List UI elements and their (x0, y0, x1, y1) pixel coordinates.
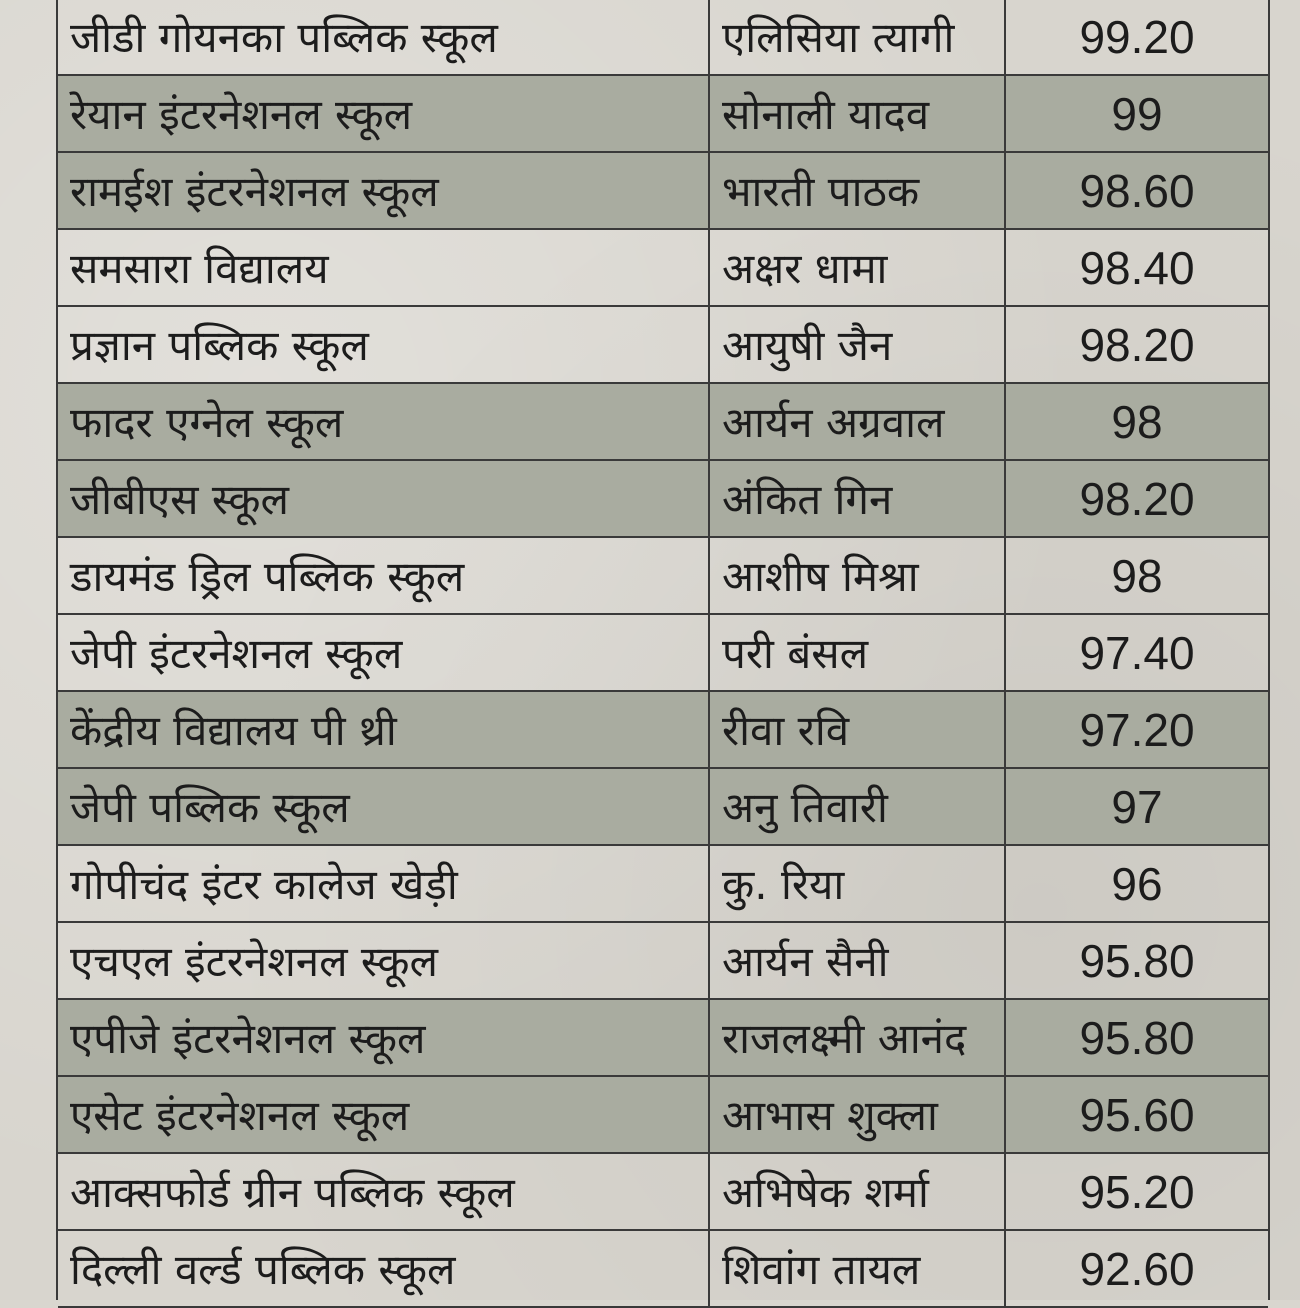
table-row (58, 1077, 1268, 1154)
table-row (58, 461, 1268, 538)
school-name: दिल्ली वर्ल्ड पब्लिक स्कूल (58, 1231, 710, 1306)
school-name: जीबीएस स्कूल (58, 461, 710, 536)
student-name: भारती पाठक (710, 153, 1006, 228)
student-name: शिवांग तायल (710, 1231, 1006, 1306)
school-name: केंद्रीय विद्यालय पी थ्री (58, 692, 710, 767)
table-row (58, 1231, 1268, 1308)
school-name: फादर एग्नेल स्कूल (58, 384, 710, 459)
student-name: रीवा रवि (710, 692, 1006, 767)
score: 96 (1111, 857, 1163, 910)
score: 98.40 (1079, 241, 1195, 294)
score: 97.20 (1079, 703, 1195, 756)
school-name: आक्सफोर्ड ग्रीन पब्लिक स्कूल (58, 1154, 710, 1229)
score: 98 (1111, 549, 1163, 602)
school-name: डायमंड ड्रिल पब्लिक स्कूल (58, 538, 710, 613)
score: 95.80 (1079, 934, 1195, 987)
score: 92.60 (1079, 1242, 1195, 1295)
student-name: अभिषेक शर्मा (710, 1154, 1006, 1229)
student-name: कु. रिया (710, 846, 1006, 921)
table-row (58, 1000, 1268, 1077)
table-row (58, 307, 1268, 384)
score: 99.20 (1079, 10, 1195, 63)
school-name: जेपी पब्लिक स्कूल (58, 769, 710, 844)
school-name: प्रज्ञान पब्लिक स्कूल (58, 307, 710, 382)
score: 95.60 (1079, 1088, 1195, 1141)
score: 97 (1111, 780, 1163, 833)
school-name: जीडी गोयनका पब्लिक स्कूल (58, 0, 710, 74)
score: 97.40 (1079, 626, 1195, 679)
student-name: आयुषी जैन (710, 307, 1006, 382)
school-name: गोपीचंद इंटर कालेज खेड़ी (58, 846, 710, 921)
table-row (58, 1154, 1268, 1231)
score: 98.60 (1079, 164, 1195, 217)
table-row (58, 230, 1268, 307)
table-row (58, 0, 1268, 76)
student-name: आर्यन अग्रवाल (710, 384, 1006, 459)
score: 98.20 (1079, 472, 1195, 525)
student-name: परी बंसल (710, 615, 1006, 690)
student-name: आर्यन सैनी (710, 923, 1006, 998)
student-name: आभास शुक्ला (710, 1077, 1006, 1152)
table-row (58, 153, 1268, 230)
school-name: रेयान इंटरनेशनल स्कूल (58, 76, 710, 151)
table-row (58, 384, 1268, 461)
score: 95.80 (1079, 1011, 1195, 1064)
table-row (58, 76, 1268, 153)
student-name: आशीष मिश्रा (710, 538, 1006, 613)
school-name: एपीजे इंटरनेशनल स्कूल (58, 1000, 710, 1075)
school-name: एचएल इंटरनेशनल स्कूल (58, 923, 710, 998)
school-name: एसेट इंटरनेशनल स्कूल (58, 1077, 710, 1152)
score: 95.20 (1079, 1165, 1195, 1218)
score: 98 (1111, 395, 1163, 448)
table-row (58, 769, 1268, 846)
student-name: अनु तिवारी (710, 769, 1006, 844)
table-row (58, 923, 1268, 1000)
results-table (56, 0, 1270, 1300)
school-name: जेपी इंटरनेशनल स्कूल (58, 615, 710, 690)
school-name: रामईश इंटरनेशनल स्कूल (58, 153, 710, 228)
table-row (58, 692, 1268, 769)
score: 99 (1111, 87, 1163, 140)
student-name: अक्षर धामा (710, 230, 1006, 305)
score: 98.20 (1079, 318, 1195, 371)
student-name: अंकित गिन (710, 461, 1006, 536)
table-row (58, 846, 1268, 923)
student-name: एलिसिया त्यागी (710, 0, 1006, 74)
table-row (58, 615, 1268, 692)
student-name: सोनाली यादव (710, 76, 1006, 151)
table-row (58, 538, 1268, 615)
student-name: राजलक्ष्मी आनंद (710, 1000, 1006, 1075)
school-name: समसारा विद्यालय (58, 230, 710, 305)
